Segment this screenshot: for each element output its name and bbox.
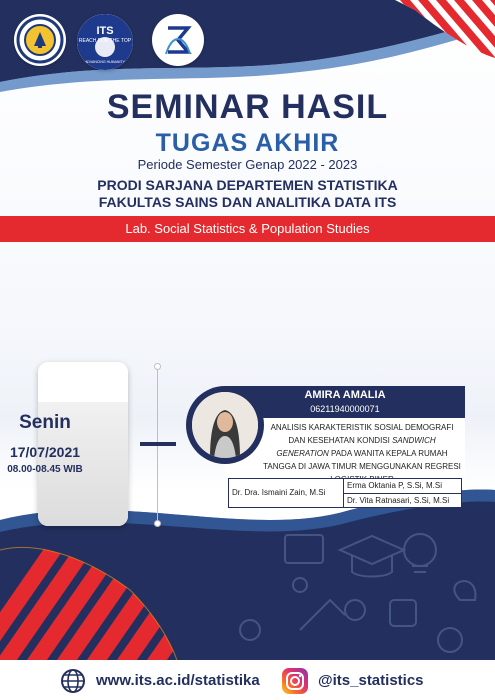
svg-text:REACH FOR THE TOP: REACH FOR THE TOP	[78, 38, 132, 44]
globe-icon	[60, 668, 86, 694]
thesis-title-italic: SANDWICH GENERATION	[276, 436, 436, 458]
instagram-handle[interactable]: @its_statistics	[318, 672, 424, 689]
presenter-photo	[192, 392, 258, 458]
instagram-icon	[282, 668, 308, 694]
presenter-student-id: 06211940000071	[310, 404, 380, 414]
website-link[interactable]: www.its.ac.id/statistika	[96, 672, 260, 689]
thesis-title-part2: PADA WANITA KEPALA RUMAH TANGGA DI JAWA TIMUR MENGGUNAKAN REGRESI	[263, 449, 461, 471]
its-institute-logo	[14, 14, 66, 66]
schedule-day: Senin	[19, 412, 71, 433]
timeline-dot-bottom	[154, 520, 161, 527]
svg-text:ITS: ITS	[96, 25, 114, 37]
lecturers-divider-horizontal	[343, 493, 462, 494]
program-name: PRODI SARJANA DEPARTEMEN STATISTIKA	[97, 177, 398, 193]
timeline-dot-top	[154, 363, 161, 370]
presenter-name: AMIRA AMALIA	[304, 389, 386, 401]
schedule-date: 17/07/2021	[9, 444, 81, 460]
faculty-name: FAKULTAS SAINS DAN ANALITIKA DATA ITS	[98, 194, 397, 210]
svg-text:ADVANCING HUMANITY: ADVANCING HUMANITY	[85, 60, 125, 64]
thesis-title-part1: ANALISIS KARAKTERISTIK SOSIAL DEMOGRAFI DAN KESEHATAN KONDISI	[270, 423, 454, 445]
its-reach-for-the-top-logo	[77, 14, 133, 70]
supervisor-name: Dr. Dra. Ismaini Zain, M.Si	[232, 488, 326, 497]
statistics-department-logo	[152, 14, 204, 66]
connector-bar	[140, 442, 176, 446]
lab-banner: Lab. Social Statistics & Population Studies	[0, 216, 495, 242]
seminar-subtitle: TUGAS AKHIR	[155, 129, 340, 157]
timeline-line	[157, 366, 158, 526]
semester-period: Periode Semester Genap 2022 - 2023	[137, 157, 358, 172]
thesis-title	[262, 421, 462, 486]
examiner-2-name: Dr. Vita Ratnasari, S.Si, M.Si	[347, 496, 450, 505]
seminar-title: SEMINAR HASIL	[106, 88, 389, 126]
examiner-1-name: Erma Oktania P, S.Si, M.Si	[347, 481, 442, 490]
schedule-time: 08.00-08.45 WIB	[7, 464, 83, 475]
